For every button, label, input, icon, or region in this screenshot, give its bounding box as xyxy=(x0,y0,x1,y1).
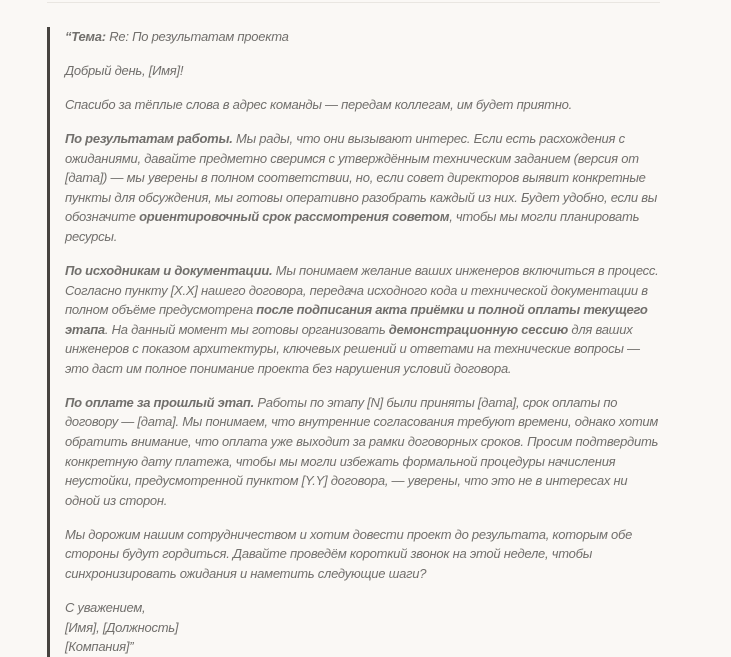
text-run: С уважением, xyxy=(65,599,146,615)
text-run: Re: По результатам проекта xyxy=(105,29,289,44)
text-run: , чтобы мы могли планировать ресурсы. xyxy=(65,209,640,244)
paragraph-work-results xyxy=(65,129,660,247)
bold-text-run: По исходникам и документации. xyxy=(65,262,273,278)
content-column xyxy=(47,2,660,657)
paragraph-closing-call xyxy=(65,525,660,584)
section-divider xyxy=(47,2,660,3)
paragraph-subject-line xyxy=(65,27,660,47)
text-run: [Компания]” xyxy=(65,639,134,655)
paragraph-greeting xyxy=(65,61,660,81)
text-run: Мы понимаем желание ваших инженеров включиться в процесс. Согласно пункту [X.X] нашего договора, передача исходного кода и технической документации в полном объёме предусмотрена xyxy=(65,262,659,318)
bold-text-run: демонстрационную сессию xyxy=(388,321,569,337)
text-run: [Имя], [Должность] xyxy=(65,619,179,635)
email-quote-block xyxy=(47,27,660,657)
paragraph-signature xyxy=(65,598,660,657)
bold-text-run: после подписания акта приёмки и полной оплаты текущего этапа xyxy=(65,302,648,337)
text-run: для ваших инженеров с показом архитектуры, ключевых решений и ответами на технические вопросы — это даст им полное понимание проекта без нарушения условий договора. xyxy=(65,321,640,376)
text-run: Мы дорожим нашим сотрудничеством и хотим довести проект до результата, которым обе стороны будут гордиться. Давайте проведём короткий звонок на этой неделе, чтобы синхронизировать ожидания и наметить следующие шаги? xyxy=(65,526,633,581)
text-run: Добрый день, [Имя]! xyxy=(65,62,184,78)
bold-text-run: ориентировочный срок рассмотрения советом xyxy=(139,209,450,225)
bold-text-run: По результатам работы. xyxy=(65,130,233,146)
paragraph-sources-docs xyxy=(65,261,660,379)
text-run: Работы по этапу [N] были приняты [дата], срок оплаты по договору — [дата]. Мы понимаем, что внутренние согласования требуют времени, однако хотим обратить внимание, что оплата уже выходит за рамки договорных сроков. Просим подтвердить конкретную дату платежа, чтобы мы могли избежать формальной процедуры начисления неустойки, предусмотренной пунктом [Y.Y] договора, — уверены, что это не в интересах ни одной из сторон. xyxy=(65,394,659,508)
bold-text-run: По оплате за прошлый этап. xyxy=(65,394,254,410)
quote-content xyxy=(50,27,660,657)
text-run: . На данный момент мы готовы организовать xyxy=(104,321,389,337)
paragraph-payment xyxy=(65,393,660,511)
text-run: Мы рады, что они вызывают интерес. Если есть расхождения с ожиданиями, давайте предметно сверимся с утверждённым техническим заданием (версия от [дата]) — мы уверены в полном соответствии, но, если совет директоров выявит конкретные пункты для обсуждения, мы готовы оперативно разобрать каждый из них. Будет удобно, если вы обозначите xyxy=(65,130,658,225)
bold-text-run: “Тема: xyxy=(65,29,106,44)
text-run: Спасибо за тёплые слова в адрес команды — передам коллегам, им будет приятно. xyxy=(65,96,572,112)
paragraph-thanks xyxy=(65,95,660,115)
